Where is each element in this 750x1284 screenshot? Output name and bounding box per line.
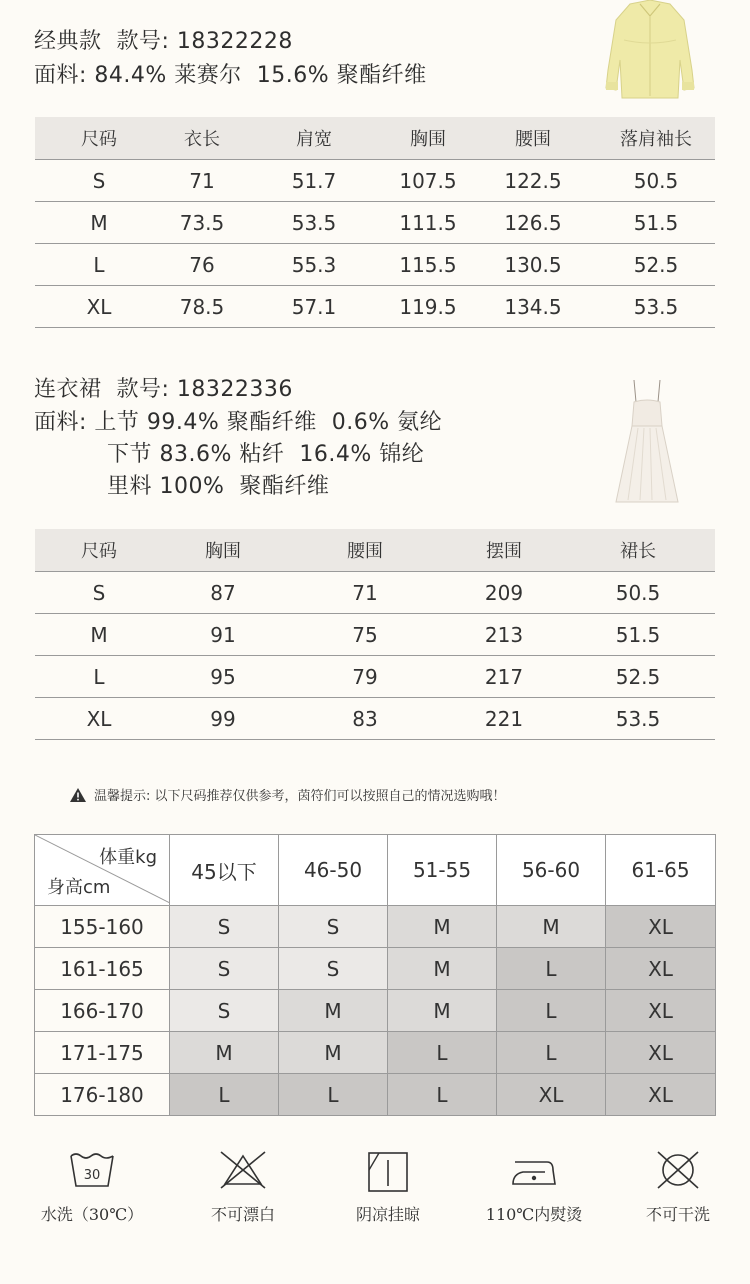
care-label: 阴凉挂晾 [355,1205,420,1224]
size-tip [70,787,506,807]
product2-lining: 里料 100% 聚酯纤维 [107,474,330,499]
product1-fabric: 面料: 84.4% 莱赛尔 15.6% 聚酯纤维 [34,63,427,88]
care-label: 110℃内熨烫 [485,1205,583,1224]
size-cell: M [388,906,497,948]
table-cell: 221 [447,698,561,740]
dress-image [612,380,686,508]
product2-fabric-bottom: 下节 83.6% 粘纤 16.4% 锦纶 [107,442,425,467]
size-cell: XL [497,1074,606,1116]
table-cell: 52.5 [597,244,715,286]
size-cell: L [170,1074,279,1116]
care-label: 水洗（30℃） [40,1205,144,1224]
table-row [35,1074,716,1116]
product2-size-table [35,529,715,740]
header-cell: 胸围 [163,529,283,572]
table-cell: 209 [447,572,561,614]
table-row [35,160,715,202]
size-cell: S [170,906,279,948]
size-cell: XL [606,1074,716,1116]
weight-header: 56-60 [497,835,606,906]
table-cell: 107.5 [387,160,469,202]
table-cell: M [35,614,163,656]
size-cell: L [497,990,606,1032]
weight-axis-label: 体重kg [99,847,157,868]
size-cell: L [497,948,606,990]
care-shade-dry [318,1150,458,1225]
size-cell: S [279,906,388,948]
header-cell: 裙长 [561,529,715,572]
table-cell: 71 [283,572,447,614]
corner-header [35,835,170,906]
shirt-image [600,0,700,102]
table-cell: 71 [163,160,241,202]
table-cell: 53.5 [561,698,715,740]
header-cell: 落肩袖长 [597,117,715,160]
table-row [35,1032,716,1074]
table-cell: 73.5 [163,202,241,244]
table-header-row [35,835,716,906]
product1-title: 经典款 款号: 18322228 [34,29,293,54]
table-row [35,948,716,990]
table-cell: 134.5 [469,286,597,328]
table-cell: S [35,572,163,614]
header-cell: 腰围 [469,117,597,160]
table-header-row [35,529,715,572]
header-cell: 腰围 [283,529,447,572]
size-recommendation-table [34,834,716,1116]
shade-dry-icon [364,1150,412,1194]
table-cell: M [35,202,163,244]
care-label: 不可漂白 [210,1205,275,1224]
table-cell: 50.5 [561,572,715,614]
size-cell: L [388,1074,497,1116]
table-cell: 52.5 [561,656,715,698]
height-cell: 171-175 [35,1032,170,1074]
iron-110-icon [509,1150,559,1190]
product2-fabric-top: 面料: 上节 99.4% 聚酯纤维 0.6% 氨纶 [34,410,443,435]
wash-30-icon [68,1150,116,1190]
table-cell: 122.5 [469,160,597,202]
table-cell: 119.5 [387,286,469,328]
table-cell: L [35,244,163,286]
table-cell: 51.7 [241,160,387,202]
table-cell: 95 [163,656,283,698]
table-cell: 51.5 [561,614,715,656]
table-cell: 83 [283,698,447,740]
tip-text: 温馨提示: 以下尺码推荐仅供参考，茵符们可以按照自己的情况选购哦！ [94,789,506,804]
size-cell: S [170,990,279,1032]
table-row [35,286,715,328]
size-cell: M [497,906,606,948]
care-label: 不可干洗 [645,1205,710,1224]
size-cell: M [388,990,497,1032]
table-cell: 111.5 [387,202,469,244]
header-cell: 衣长 [163,117,241,160]
weight-header: 51-55 [388,835,497,906]
care-wash [22,1150,162,1225]
weight-header: 45以下 [170,835,279,906]
care-iron [464,1150,604,1225]
table-cell: 99 [163,698,283,740]
height-cell: 161-165 [35,948,170,990]
table-cell: 87 [163,572,283,614]
table-cell: 55.3 [241,244,387,286]
size-cell: XL [606,948,716,990]
table-cell: 57.1 [241,286,387,328]
product1-size-table [35,117,715,328]
table-row [35,656,715,698]
table-row [35,244,715,286]
height-cell: 166-170 [35,990,170,1032]
product2-title: 连衣裙 款号: 18322336 [34,377,293,402]
size-cell: L [388,1032,497,1074]
table-cell: S [35,160,163,202]
table-cell: 53.5 [597,286,715,328]
header-cell: 摆围 [447,529,561,572]
header-cell: 尺码 [35,117,163,160]
height-cell: 176-180 [35,1074,170,1116]
weight-header: 61-65 [606,835,716,906]
header-cell: 肩宽 [241,117,387,160]
size-cell: XL [606,990,716,1032]
table-row [35,572,715,614]
table-cell: 217 [447,656,561,698]
weight-header: 46-50 [279,835,388,906]
height-axis-label: 身高cm [47,877,111,898]
table-cell: 130.5 [469,244,597,286]
size-cell: S [279,948,388,990]
size-cell: M [388,948,497,990]
table-cell: L [35,656,163,698]
table-cell: XL [35,286,163,328]
table-cell: 91 [163,614,283,656]
size-cell: XL [606,1032,716,1074]
size-cell: M [279,990,388,1032]
table-row [35,990,716,1032]
header-cell: 胸围 [387,117,469,160]
size-cell: L [497,1032,606,1074]
height-cell: 155-160 [35,906,170,948]
table-row [35,202,715,244]
table-cell: 126.5 [469,202,597,244]
table-cell: 50.5 [597,160,715,202]
table-row [35,614,715,656]
care-no-bleach [173,1150,313,1225]
table-cell: 115.5 [387,244,469,286]
table-cell: 76 [163,244,241,286]
care-no-dry-clean [608,1150,748,1225]
no-bleach-icon [219,1150,267,1190]
table-cell: 213 [447,614,561,656]
warning-icon [70,788,86,802]
table-row [35,906,716,948]
table-cell: 75 [283,614,447,656]
no-dry-clean-icon [654,1150,702,1190]
table-cell: 78.5 [163,286,241,328]
header-cell: 尺码 [35,529,163,572]
size-cell: L [279,1074,388,1116]
table-cell: 79 [283,656,447,698]
table-cell: XL [35,698,163,740]
table-cell: 53.5 [241,202,387,244]
size-cell: S [170,948,279,990]
size-cell: M [170,1032,279,1074]
table-header-row [35,117,715,160]
wash-temp: 30 [83,1168,101,1183]
size-cell: XL [606,906,716,948]
size-cell: M [279,1032,388,1074]
table-cell: 51.5 [597,202,715,244]
table-row [35,698,715,740]
